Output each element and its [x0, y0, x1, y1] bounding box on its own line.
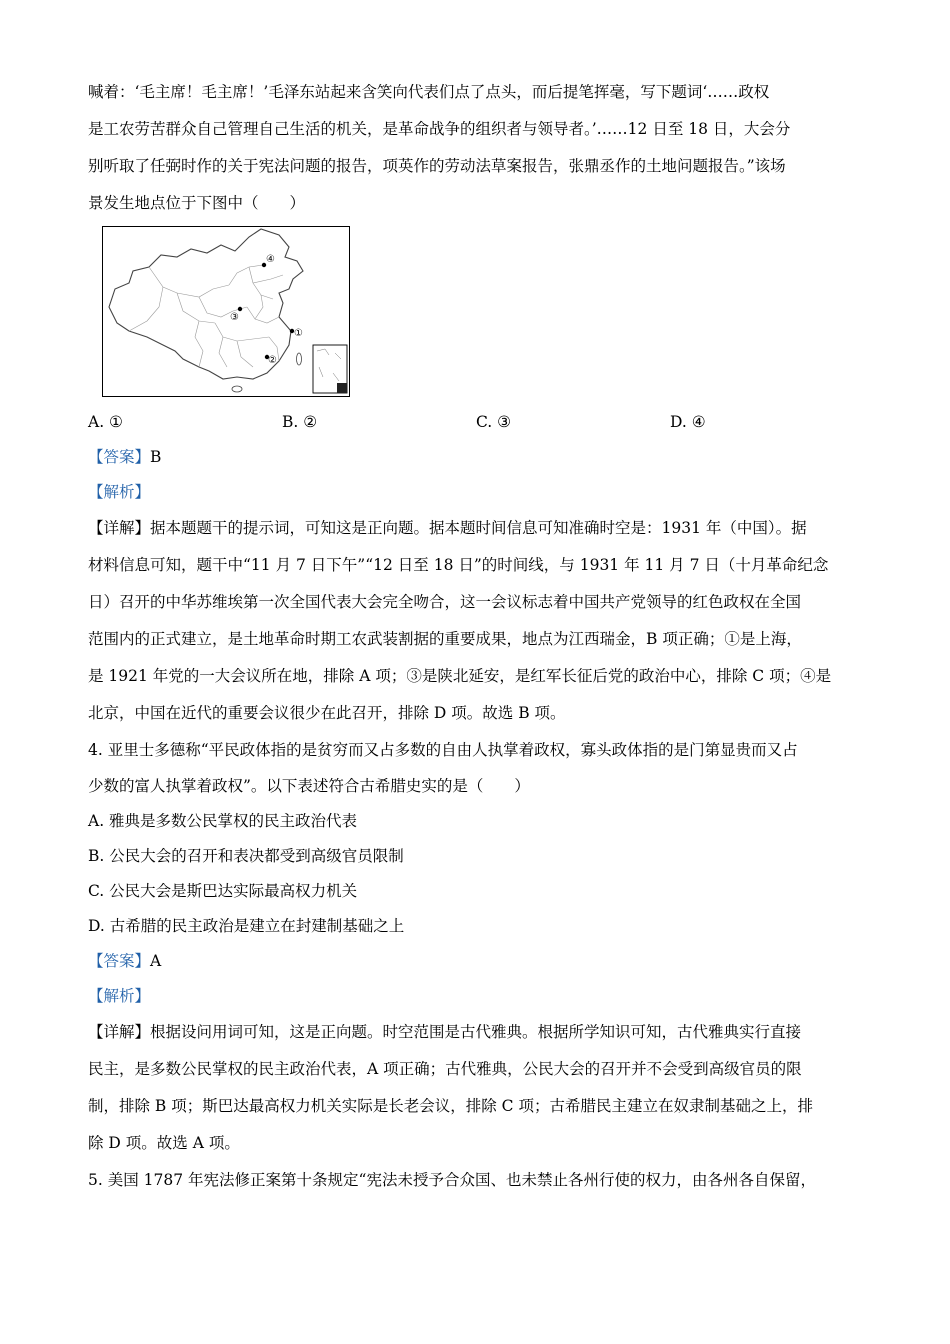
map-marker-2: ② — [268, 355, 277, 366]
q3-detail-line-3: 日）召开的中华苏维埃第一次全国代表大会完全吻合，这一会议标志着中国共产党领导的红色政权在全国 — [88, 593, 802, 611]
china-map-drawing — [103, 227, 349, 395]
q5-stem-line-1: 5. 美国 1787 年宪法修正案第十条规定“宪法未授予合众国、也未禁止各州行使的权力，由各州各自保留， — [88, 1171, 816, 1189]
q3-stem-line-3: 别听取了任弼时作的关于宪法问题的报告，项英作的劳动法草案报告，张鼎丞作的土地问题报告。”该场 — [88, 157, 786, 175]
china-map — [102, 226, 350, 397]
map-marker-1: ① — [294, 328, 303, 339]
q4-detail-line-3: 制，排除 B 项；斯巴达最高权力机关实际是长老会议，排除 C 项；古希腊民主建立在奴隶制基础之上，排 — [88, 1097, 813, 1115]
answer-value: B — [150, 448, 162, 466]
q3-answer — [88, 439, 868, 476]
q3-detail-line-6: 北京，中国在近代的重要会议很少在此召开，排除 D 项。故选 B 项。 — [88, 704, 566, 722]
q4-option-b[interactable]: B. 公民大会的召开和表决都受到高级官员限制 — [88, 847, 404, 865]
map-marker-3: ③ — [230, 312, 239, 323]
detail-tag: 【详解】 — [88, 519, 151, 537]
q3-stem-line-2: 是工农劳苦群众自己管理自己生活的机关，是革命战争的组织者与领导者。’……12 日至 18 日，大会分 — [88, 120, 791, 138]
q4-answer — [88, 943, 868, 980]
answer-tag: 【答案】 — [88, 448, 151, 466]
q3-stem-line-1: 喊着：‘毛主席！毛主席！’毛泽东站起来含笑向代表们点了点头，而后提笔挥毫，写下题词‘……政权 — [88, 83, 770, 101]
q4-analysis-heading — [88, 978, 868, 1015]
q3-option-a[interactable]: A. ① — [88, 413, 123, 431]
q4-stem-line-2: 少数的富人执掌着政权”。以下表述符合古希腊史实的是（ ） — [88, 777, 530, 795]
q4-option-c[interactable]: C. 公民大会是斯巴达实际最高权力机关 — [88, 882, 358, 900]
answer-tag: 【答案】 — [88, 952, 151, 970]
q3-option-d[interactable]: D. ④ — [670, 413, 706, 431]
q4-detail-line-2: 民主，是多数公民掌权的民主政治代表，A 项正确；古代雅典，公民大会的召开并不会受到高级官员的限 — [88, 1060, 802, 1078]
q3-detail-line-2: 材料信息可知，题干中“11 月 7 日下午”“12 日至 18 日”的时间线，与 1931 年 11 月 7 日（十月革命纪念 — [88, 556, 829, 574]
q4-detail-line-4: 除 D 项。故选 A 项。 — [88, 1134, 240, 1152]
marker-dot-3 — [238, 307, 242, 311]
analysis-tag: 【解析】 — [88, 483, 151, 501]
q4-detail-line-1 — [88, 1014, 868, 1051]
analysis-tag: 【解析】 — [88, 987, 151, 1005]
q4-option-a[interactable]: A. 雅典是多数公民掌权的民主政治代表 — [88, 812, 358, 830]
answer-value: A — [150, 952, 162, 970]
q3-stem-line-4: 景发生地点位于下图中（ ） — [88, 194, 306, 212]
q3-detail-line-1 — [88, 510, 868, 547]
map-marker-4: ④ — [266, 254, 275, 265]
detail-text: 根据设问用词可知，这是正向题。时空范围是古代雅典。根据所学知识可知，古代雅典实行直接 — [150, 1023, 802, 1041]
q3-detail-line-4: 范围内的正式建立，是土地革命时期工农武装割据的重要成果，地点为江西瑞金，B 项正确；①是上海， — [88, 630, 802, 648]
detail-text: 据本题题干的提示词，可知这是正向题。据本题时间信息可知准确时空是：1931 年（中国）。据 — [150, 519, 807, 537]
q3-option-c[interactable]: C. ③ — [476, 413, 512, 431]
q3-detail-line-5: 是 1921 年党的一大会议所在地，排除 A 项；③是陕北延安，是红军长征后党的政治中心，排除 C 项；④是 — [88, 667, 832, 685]
q3-option-b[interactable]: B. ② — [282, 413, 318, 431]
q3-analysis-heading — [88, 474, 868, 511]
q4-option-d[interactable]: D. 古希腊的民主政治是建立在封建制基础之上 — [88, 917, 405, 935]
q4-stem-line-1: 4. 亚里士多德称“平民政体指的是贫穷而又占多数的自由人执掌着政权，寡头政体指的是门第显贵而又占 — [88, 741, 798, 759]
detail-tag: 【详解】 — [88, 1023, 151, 1041]
